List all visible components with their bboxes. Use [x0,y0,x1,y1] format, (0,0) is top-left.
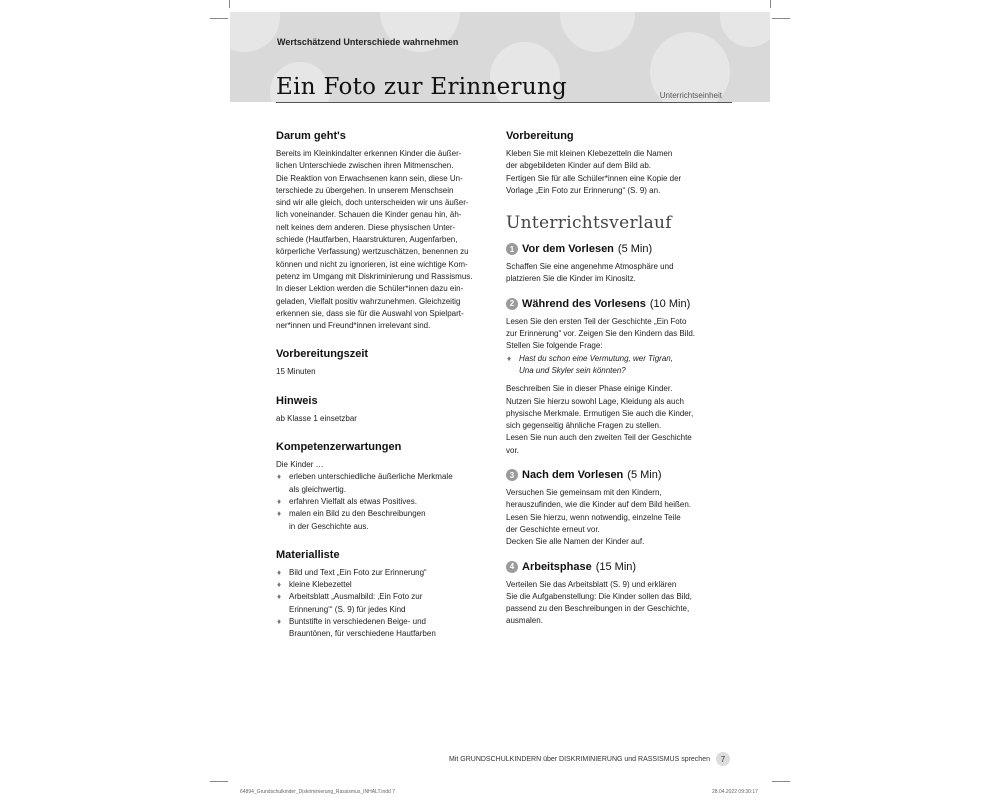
step-body [506,261,730,286]
section-body: ab Klasse 1 einsetzbar [276,413,357,423]
section-heading: Vorbereitung [506,130,574,142]
crop-mark [772,781,790,782]
crop-mark [210,781,228,782]
section-kompetenz [276,441,496,533]
list-item [276,496,496,508]
page-title: Ein Foto zur Erinnerung [276,74,568,100]
text-line: sich gegenseitig ähnliche Fragen zu stellen. [506,421,662,431]
section-body [276,148,496,332]
bullet-diamond-icon: ♦ [277,567,282,577]
text-line: Decken Sie alle Namen der Kinder auf. [506,537,645,547]
text-line: terschiede zu übergehen. In unserem Menschsein [276,185,454,195]
list-item [276,508,496,533]
section-vorbereitungszeit [276,348,496,378]
question-list [506,353,730,378]
text-line: geladen, Vielfalt positiv wahrzunehmen. Gleichzeitig [276,296,461,306]
crop-mark [210,18,228,19]
text-line: Lesen Sie den ersten Teil der Geschichte „Ein Foto [506,316,687,326]
text-line: zur Erinnerung“ vor. Zeigen Sie den Kindern das Bild. [506,329,695,339]
bullet-list [276,567,496,641]
file-slug: 64894_Grundschulkinder_Diskriminierung_Rassismus_INHALT.indd 7 [240,789,395,795]
text-line: physische Merkmale. Ermutigen Sie auch die Kinder, [506,408,694,418]
section-vorbereitung [506,130,730,197]
text-line: Vorlage „Ein Foto zur Erinnerung“ (S. 9) an. [506,185,661,195]
text-line: Erinnerung‘“ (S. 9) für jedes Kind [289,604,406,614]
text-line: Sie die Aufgabenstellung: Die Kinder sollen das Bild, [506,591,692,601]
list-item [276,567,496,579]
step-section [506,298,730,457]
step-number-icon: 1 [506,243,518,255]
text-line: Schaffen Sie eine angenehme Atmosphäre und [506,262,674,272]
text-line: vor. [506,445,519,455]
section-heading: Kompetenzerwartungen [276,441,402,454]
bullet-diamond-icon: ♦ [507,353,512,363]
step-heading [506,298,730,310]
right-column [506,130,730,640]
text-line: malen ein Bild zu den Beschreibungen [289,509,426,519]
text-line: Versuchen Sie gemeinsam mit den Kindern, [506,488,662,498]
list-item [276,591,496,616]
text-line: nelt keines dem anderen. Diese physischen Unter- [276,222,456,232]
section-body: 15 Minuten [276,367,316,377]
step-body [506,316,730,353]
step-title: Arbeitsphase [522,560,592,573]
page-number: 7 [716,752,730,766]
step-heading [506,243,730,255]
list-item [276,471,496,496]
step-title: Während des Vorlesens [522,297,646,310]
text-line: in der Geschichte aus. [289,521,369,531]
text-line: petenz im Umgang mit Diskriminierung und Rassismus. [276,271,473,281]
section-hinweis [276,395,496,425]
step-duration: (5 Min) [617,243,653,256]
step-body [506,487,730,548]
text-line: sind wir alle gleich, doch unterscheiden wir uns äußer- [276,198,469,208]
list-item [276,616,496,641]
text-line: Lesen Sie nun auch den zweiten Teil der Geschichte [506,433,692,443]
section-body [506,148,730,197]
text-line: Die Reaktion von Erwachsenen kann sein, diese Un- [276,173,463,183]
section-material [276,549,496,641]
text-line: Arbeitsblatt „Ausmalbild: ‚Ein Foto zur [289,592,423,602]
bullet-diamond-icon: ♦ [277,592,282,602]
step-heading [506,469,730,481]
section-kicker: Wertschätzend Unterschiede wahrnehmen [277,37,459,47]
step-body [506,579,730,628]
series-title: Mit GRUNDSCHULKINDERN über DISKRIMINIERUNG und RASSISMUS sprechen [448,755,710,763]
bullet-diamond-icon: ♦ [277,496,282,506]
text-line: lichen Unterschiede zwischen ihren Mitmenschen. [276,161,454,171]
left-column [276,130,496,657]
section-heading: Darum geht's [276,130,346,142]
bullet-diamond-icon: ♦ [277,472,282,482]
section-darum [276,130,496,332]
text-line: Beschreiben Sie in dieser Phase einige Kinder. [506,384,673,394]
step-duration: (5 Min) [627,469,662,482]
text-line: kleine Klebezettel [289,580,352,590]
text-line: der Geschichte erneut vor. [506,524,600,534]
text-line: platzieren Sie die Kinder im Kinositz. [506,274,636,284]
unit-label: Unterrichtseinheit [659,91,722,100]
text-line: ausmalen. [506,616,543,626]
crop-mark [772,18,790,19]
step-number-icon: 3 [506,469,518,481]
step-duration: (10 Min) [649,297,691,310]
text-line: passend zu den Beschreibungen in der Geschichte, [506,604,690,614]
footer [449,752,730,766]
text-line: Buntstifte in verschiedenen Beige- und [289,617,426,627]
step-duration: (15 Min) [595,560,637,573]
step-section [506,561,730,628]
text-line: Lesen Sie hierzu, wenn notwendig, einzelne Teile [506,512,681,522]
text-line: erfahren Vielfalt als etwas Positives. [289,496,417,506]
section-heading: Hinweis [276,394,318,407]
step-section [506,243,730,286]
text-line: Verteilen Sie das Arbeitsblatt (S. 9) und erklären [506,579,677,589]
text-line: Bereits im Kleinkindalter erkennen Kinder die äußer- [276,149,462,158]
step-title: Vor dem Vorlesen [522,243,614,256]
text-line: lich voneinander. Schauen die Kinder genau hin, äh- [276,210,462,220]
step-body [506,383,730,457]
step-number-icon: 2 [506,298,518,310]
steps-container [506,243,730,628]
title-rule [276,102,732,103]
text-line: Nutzen Sie hierzu sowohl Lage, Kleidung als auch [506,396,684,406]
text-line: Hast du schon eine Vermutung, wer Tigran, [519,353,673,363]
text-line: Bild und Text „Ein Foto zur Erinnerung“ [289,567,427,577]
bullet-diamond-icon: ♦ [277,580,282,590]
text-line: Fertigen Sie für alle Schüler*innen eine Kopie der [506,173,682,183]
crop-mark [770,0,771,8]
step-title: Nach dem Vorlesen [522,469,624,482]
timestamp-slug: 28.04.2022 09:30:17 [712,789,758,795]
text-line: Brauntönen, für verschiedene Hautfarben [289,629,436,639]
text-line: als gleichwertig. [289,484,346,494]
text-line: herauszufinden, wie die Kinder auf dem Bild heißen. [506,500,691,510]
section-heading: Vorbereitungszeit [276,348,369,361]
section-heading: Materialliste [276,548,340,561]
section-intro: Die Kinder … [276,460,324,470]
verlauf-heading: Unterrichtsverlauf [506,213,672,234]
text-line: können und nicht zu ignorieren, ist eine wichtige Kom- [276,259,468,269]
step-heading [506,561,730,573]
list-item [506,353,730,378]
text-line: erleben unterschiedliche äußerliche Merkmale [289,472,453,482]
list-item [276,579,496,591]
bullet-diamond-icon: ♦ [277,509,282,519]
text-line: der abgebildeten Kinder auf dem Bild ab. [506,161,651,171]
step-section [506,469,730,548]
step-number-icon: 4 [506,561,518,573]
text-line: Kleben Sie mit kleinen Klebezetteln die Namen [506,149,673,158]
text-line: erkennen sie, dass sie für die Auswahl von Spielpart- [276,308,464,318]
bullet-diamond-icon: ♦ [277,617,282,627]
text-line: Stellen Sie folgende Frage: [506,341,603,351]
text-line: Una und Skyler sein könnten? [519,365,626,375]
text-line: körperliche Verfassung) wertzuschätzen, benennen zu [276,247,469,257]
text-line: In dieser Lektion werden die Schüler*innen dazu ein- [276,284,464,294]
text-line: schiede (Hautfarben, Haarstrukturen, Augenfarben, [276,235,458,245]
bullet-list [276,471,496,532]
text-line: ner*innen und Freund*innen irrelevant sind. [276,321,431,331]
